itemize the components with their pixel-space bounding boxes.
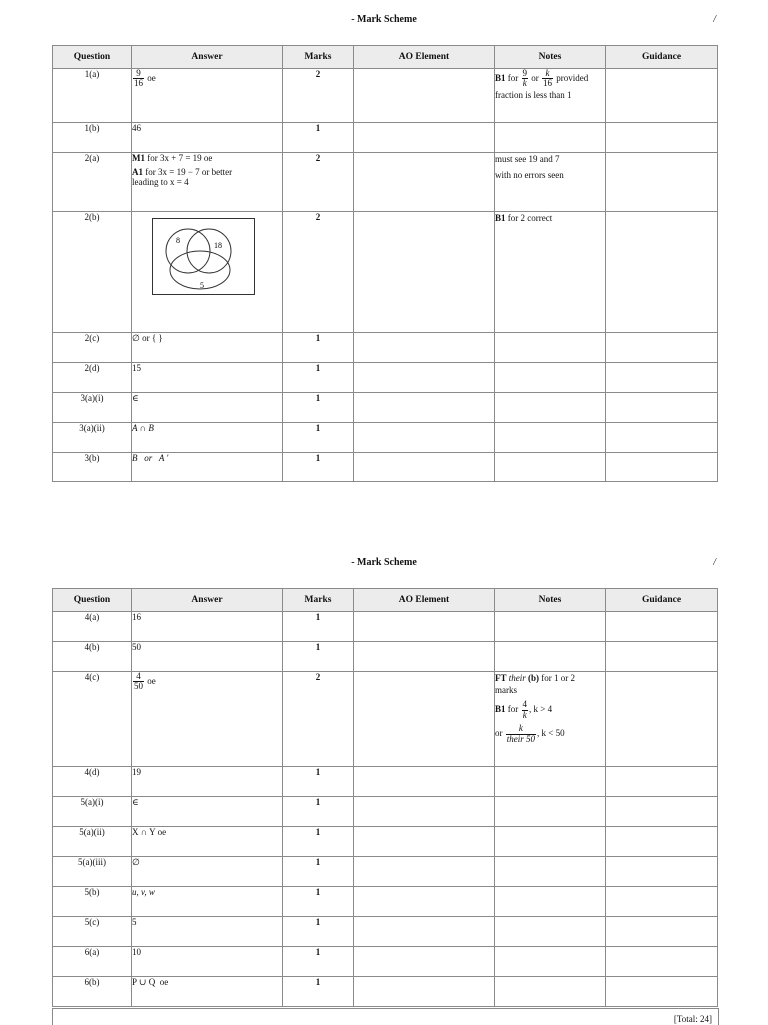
table-row bbox=[53, 672, 718, 767]
table-row bbox=[53, 123, 718, 153]
guidance-cell bbox=[606, 857, 718, 887]
question-cell: 5(a)(i) bbox=[53, 797, 132, 827]
guidance-cell bbox=[606, 612, 718, 642]
page-title: - Mark Scheme bbox=[351, 14, 417, 25]
guidance-cell bbox=[606, 827, 718, 857]
notes-cell: B1 for 2 correct bbox=[495, 212, 606, 333]
table-row bbox=[53, 917, 718, 947]
mark-scheme-table bbox=[52, 588, 718, 1007]
answer-cell bbox=[132, 212, 283, 333]
question-cell: 5(a)(ii) bbox=[53, 827, 132, 857]
marks-cell: 1 bbox=[283, 333, 354, 363]
ao-cell bbox=[354, 123, 495, 153]
answer-fraction: $\frac{4}{50}$ bbox=[134, 671, 143, 692]
notes-cell bbox=[495, 612, 606, 642]
notes-cell bbox=[495, 887, 606, 917]
answer-cell: B or A ' bbox=[132, 453, 283, 482]
notes-cell bbox=[495, 393, 606, 423]
question-cell: 6(a) bbox=[53, 947, 132, 977]
notes-cell bbox=[495, 363, 606, 393]
marks-cell: 1 bbox=[283, 857, 354, 887]
ao-cell bbox=[354, 153, 495, 212]
answer-cell: X ∩ Y oe bbox=[132, 827, 283, 857]
marks-cell: 1 bbox=[283, 393, 354, 423]
total-footer bbox=[52, 1008, 719, 1025]
table-row bbox=[53, 393, 718, 423]
guidance-cell bbox=[606, 797, 718, 827]
ao-cell bbox=[354, 453, 495, 482]
ao-cell bbox=[354, 887, 495, 917]
guidance-cell bbox=[606, 212, 718, 333]
table-row bbox=[53, 947, 718, 977]
total-marks: [Total: 24] bbox=[673, 1014, 712, 1024]
question-cell: 3(a)(ii) bbox=[53, 423, 132, 453]
answer-cell: 19 bbox=[132, 767, 283, 797]
ao-cell bbox=[354, 767, 495, 797]
marks-cell: 1 bbox=[283, 123, 354, 153]
marks-cell: 1 bbox=[283, 977, 354, 1007]
marks-cell: 1 bbox=[283, 642, 354, 672]
table-row bbox=[53, 363, 718, 393]
marks-cell: 1 bbox=[283, 453, 354, 482]
question-cell: 4(a) bbox=[53, 612, 132, 642]
ao-cell bbox=[354, 672, 495, 767]
question-cell: 1(b) bbox=[53, 123, 132, 153]
answer-cell: ∈ bbox=[132, 393, 283, 423]
ao-cell bbox=[354, 212, 495, 333]
question-cell: 6(b) bbox=[53, 977, 132, 1007]
guidance-cell bbox=[606, 423, 718, 453]
venn-diagram bbox=[152, 218, 256, 296]
answer-cell: $\frac{9}{16}$ oe bbox=[132, 69, 283, 123]
notes-cell bbox=[495, 947, 606, 977]
table-header-row bbox=[53, 589, 718, 612]
question-cell: 1(a) bbox=[53, 69, 132, 123]
table-row bbox=[53, 612, 718, 642]
answer-cell: 5 bbox=[132, 917, 283, 947]
venn-label: 18 bbox=[214, 241, 222, 250]
marks-cell: 1 bbox=[283, 947, 354, 977]
notes-cell bbox=[495, 333, 606, 363]
page-corner-mark: / bbox=[713, 557, 716, 568]
notes-cell bbox=[495, 977, 606, 1007]
ao-cell bbox=[354, 69, 495, 123]
notes-cell bbox=[495, 917, 606, 947]
guidance-cell bbox=[606, 123, 718, 153]
question-cell: 5(c) bbox=[53, 917, 132, 947]
question-cell: 3(b) bbox=[53, 453, 132, 482]
answer-cell: ∈ bbox=[132, 797, 283, 827]
ao-cell bbox=[354, 827, 495, 857]
table-header-row bbox=[53, 46, 718, 69]
header-guidance: Guidance bbox=[606, 589, 718, 612]
notes-cell bbox=[495, 857, 606, 887]
answer-cell: 10 bbox=[132, 947, 283, 977]
ao-cell bbox=[354, 917, 495, 947]
mark-scheme-table bbox=[52, 45, 718, 482]
page-corner-mark: / bbox=[713, 14, 716, 25]
marks-cell: 1 bbox=[283, 423, 354, 453]
marks-cell: 1 bbox=[283, 363, 354, 393]
ao-cell bbox=[354, 642, 495, 672]
guidance-cell bbox=[606, 672, 718, 767]
table-row bbox=[53, 797, 718, 827]
ao-cell bbox=[354, 977, 495, 1007]
header-answer: Answer bbox=[132, 589, 283, 612]
answer-cell: 50 bbox=[132, 642, 283, 672]
answer-cell: P ∪ Q oe bbox=[132, 977, 283, 1007]
notes-cell: B1 for $\frac{9}{k}$ or $\frac{k}{16}$ provided fraction is less than 1 bbox=[495, 69, 606, 123]
marks-cell: 1 bbox=[283, 797, 354, 827]
table-row bbox=[53, 887, 718, 917]
guidance-cell bbox=[606, 917, 718, 947]
question-cell: 5(b) bbox=[53, 887, 132, 917]
marks-cell: 1 bbox=[283, 612, 354, 642]
answer-cell: ∅ bbox=[132, 857, 283, 887]
question-cell: 2(c) bbox=[53, 333, 132, 363]
table-row bbox=[53, 977, 718, 1007]
answer-cell: $\frac{4}{50}$ oe bbox=[132, 672, 283, 767]
table-row bbox=[53, 857, 718, 887]
marks-cell: 2 bbox=[283, 212, 354, 333]
notes-cell bbox=[495, 423, 606, 453]
answer-fraction: $\frac{9}{16}$ bbox=[134, 68, 143, 89]
header-marks: Marks bbox=[283, 46, 354, 69]
ao-cell bbox=[354, 423, 495, 453]
guidance-cell bbox=[606, 333, 718, 363]
guidance-cell bbox=[606, 642, 718, 672]
answer-cell: A ∩ B bbox=[132, 423, 283, 453]
table-row bbox=[53, 827, 718, 857]
notes-cell: FT their (b) for 1 or 2 marks B1 for $\frac{4}{k}$ , k > 4 or $\frac{k}{\text{their 50}}$ , k < 50 bbox=[495, 672, 606, 767]
guidance-cell bbox=[606, 977, 718, 1007]
guidance-cell bbox=[606, 767, 718, 797]
notes-cell: must see 19 and 7 with no errors seen bbox=[495, 153, 606, 212]
header-guidance: Guidance bbox=[606, 46, 718, 69]
marks-cell: 1 bbox=[283, 827, 354, 857]
table-row bbox=[53, 453, 718, 482]
answer-cell: 16 bbox=[132, 612, 283, 642]
venn-label: 5 bbox=[200, 281, 204, 290]
question-cell: 3(a)(i) bbox=[53, 393, 132, 423]
answer-cell: M1 for 3x + 7 = 19 oe A1 for 3x = 19 − 7 or better leading to x = 4 bbox=[132, 153, 283, 212]
marks-cell: 1 bbox=[283, 767, 354, 797]
guidance-cell bbox=[606, 69, 718, 123]
table-row bbox=[53, 642, 718, 672]
notes-cell bbox=[495, 767, 606, 797]
answer-cell: u, v, w bbox=[132, 887, 283, 917]
table-row bbox=[53, 333, 718, 363]
guidance-cell bbox=[606, 887, 718, 917]
header-answer: Answer bbox=[132, 46, 283, 69]
notes-cell bbox=[495, 827, 606, 857]
guidance-cell bbox=[606, 453, 718, 482]
header-notes: Notes bbox=[495, 46, 606, 69]
ao-cell bbox=[354, 612, 495, 642]
question-cell: 5(a)(iii) bbox=[53, 857, 132, 887]
answer-cell: ∅ or { } bbox=[132, 333, 283, 363]
ao-cell bbox=[354, 333, 495, 363]
ao-cell bbox=[354, 797, 495, 827]
table-row bbox=[53, 69, 718, 123]
question-cell: 4(d) bbox=[53, 767, 132, 797]
marks-cell: 2 bbox=[283, 672, 354, 767]
header-marks: Marks bbox=[283, 589, 354, 612]
notes-cell bbox=[495, 642, 606, 672]
marks-cell: 2 bbox=[283, 153, 354, 212]
guidance-cell bbox=[606, 393, 718, 423]
header-ao-element: AO Element bbox=[354, 46, 495, 69]
table-row bbox=[53, 212, 718, 333]
guidance-cell bbox=[606, 947, 718, 977]
marks-cell: 1 bbox=[283, 917, 354, 947]
question-cell: 4(b) bbox=[53, 642, 132, 672]
ao-cell bbox=[354, 363, 495, 393]
venn-label: 8 bbox=[176, 236, 180, 245]
header-notes: Notes bbox=[495, 589, 606, 612]
answer-cell: 15 bbox=[132, 363, 283, 393]
table-row bbox=[53, 423, 718, 453]
header-question: Question bbox=[53, 589, 132, 612]
guidance-cell bbox=[606, 363, 718, 393]
table-row bbox=[53, 153, 718, 212]
table-row bbox=[53, 767, 718, 797]
question-cell: 2(a) bbox=[53, 153, 132, 212]
header-question: Question bbox=[53, 46, 132, 69]
page-title: - Mark Scheme bbox=[351, 557, 417, 568]
notes-cell bbox=[495, 797, 606, 827]
question-cell: 2(b) bbox=[53, 212, 132, 333]
marks-cell: 1 bbox=[283, 887, 354, 917]
ao-cell bbox=[354, 947, 495, 977]
question-cell: 4(c) bbox=[53, 672, 132, 767]
notes-cell bbox=[495, 123, 606, 153]
answer-cell: 46 bbox=[132, 123, 283, 153]
ao-cell bbox=[354, 857, 495, 887]
notes-cell bbox=[495, 453, 606, 482]
header-ao-element: AO Element bbox=[354, 589, 495, 612]
guidance-cell bbox=[606, 153, 718, 212]
question-cell: 2(d) bbox=[53, 363, 132, 393]
marks-cell: 2 bbox=[283, 69, 354, 123]
ao-cell bbox=[354, 393, 495, 423]
